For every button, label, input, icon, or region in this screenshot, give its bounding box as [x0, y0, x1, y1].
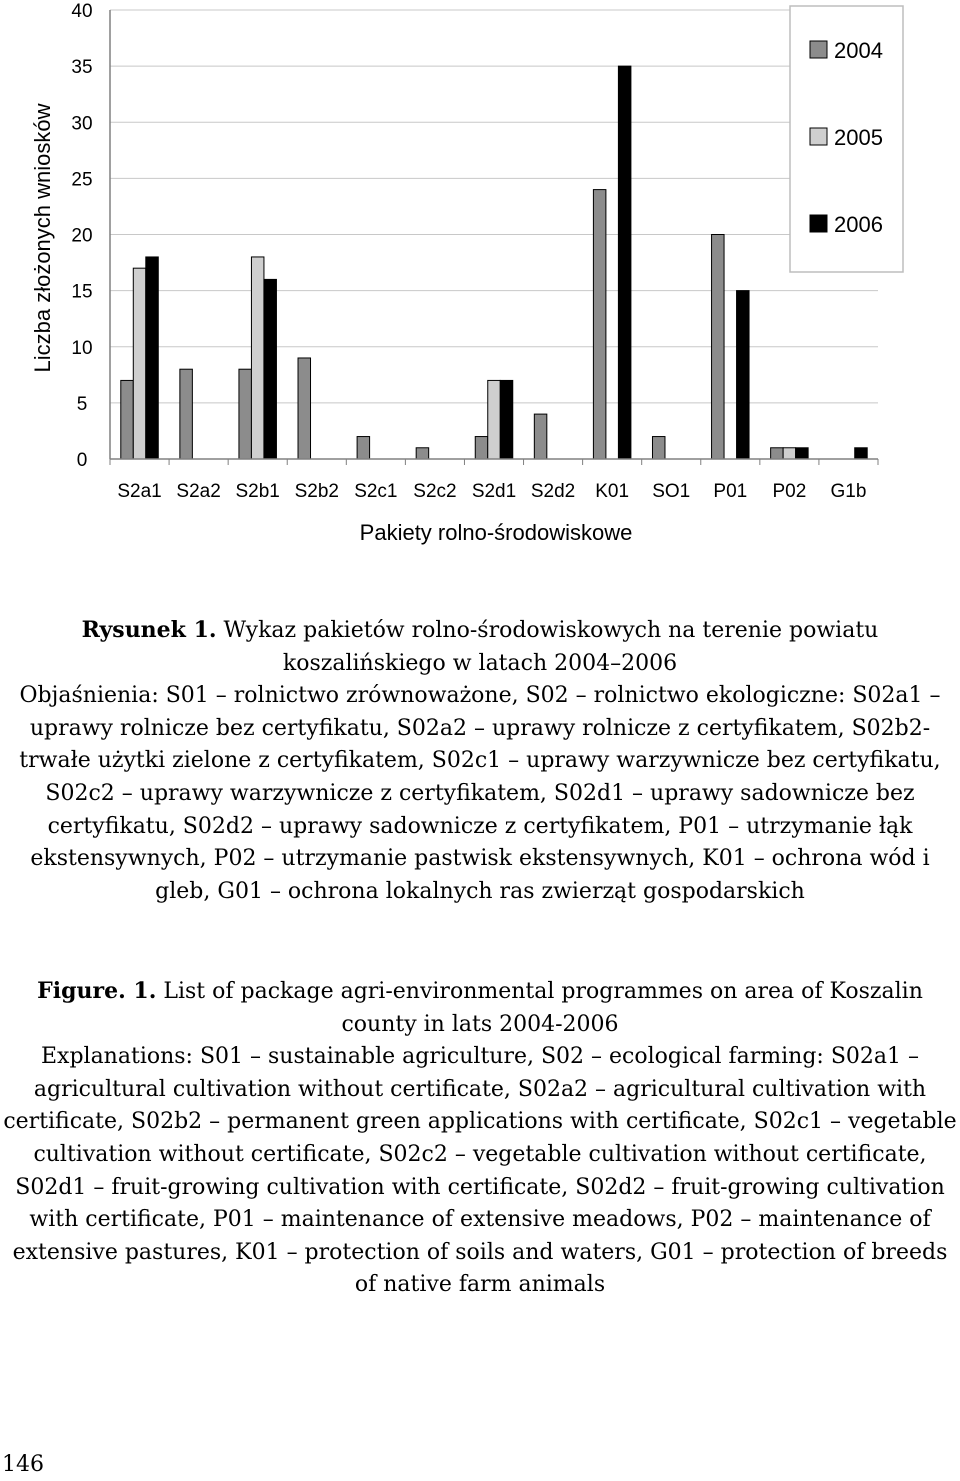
caption-en-title: List of package agri-environmental programmes on area of Koszalin county in lats 2004-2006	[163, 979, 923, 1037]
x-tick-S2a1: S2a1	[117, 481, 162, 502]
bar-S2c2-2004	[416, 448, 429, 459]
legend-label-2004: 2004	[834, 38, 883, 63]
x-tick-P01: P01	[713, 481, 748, 502]
caption-polish	[0, 614, 960, 908]
x-tick-labels	[117, 481, 866, 502]
bar-S2a1-2006	[146, 257, 159, 459]
bar-S2d2-2004	[534, 414, 547, 459]
bar-S2b1-2006	[264, 279, 277, 459]
bar-S2b1-2005	[251, 257, 264, 459]
x-tick-S2a2: S2a2	[176, 481, 221, 502]
legend-swatch-2005	[810, 128, 827, 145]
bar-K01-2006	[618, 66, 631, 459]
bar-S2a1-2005	[133, 268, 146, 459]
legend-swatch-2006	[810, 215, 827, 232]
bar-chart	[0, 0, 960, 580]
bar-P02-2006	[796, 448, 809, 459]
bar-P02-2005	[783, 448, 796, 459]
y-tick-10: 10	[71, 337, 93, 359]
bar-SO1-2004	[652, 437, 665, 459]
legend-swatch-2004	[810, 41, 827, 58]
bar-S2a2-2004	[180, 369, 193, 459]
legend-label-2005: 2005	[834, 125, 883, 150]
x-tick-S2d1: S2d1	[471, 481, 517, 502]
x-tick-K01: K01	[595, 481, 630, 502]
x-tick-SO1: SO1	[652, 481, 691, 502]
x-tick-G1b: G1b	[830, 481, 867, 502]
y-tick-40: 40	[71, 1, 93, 22]
y-tick-35: 35	[71, 57, 93, 79]
bar-P02-2004	[771, 448, 784, 459]
legend-label-2006: 2006	[834, 212, 883, 237]
x-tick-S2c2: S2c2	[413, 481, 457, 502]
y-tick-15: 15	[71, 281, 93, 303]
y-tick-5: 5	[76, 393, 88, 415]
bar-G1b-2006	[855, 448, 868, 459]
bar-S2d1-2006	[500, 380, 513, 459]
caption-pl-title: Wykaz pakietów rolno-środowiskowych na terenie powiatu koszalińskiego w latach 2004–2006	[223, 618, 879, 676]
caption-en-explanation: Explanations: S01 – sustainable agriculture, S02 – ecological farming: S02a1 – agricultural cultivation without certificate, S02a2 – agricultural cultivation with certificate, S02b2 – permanent green applications with certificate, S02c1 – vegetable cultivation without certificate, S02c2 – vegetable cultivation without certificate, S02d1 – fruit-growing cultivation with certificate, S02d2 – fruit-growing cultivation with certificate, P01 – maintenance of extensive meadows, P02 – maintenance of extensive pastures, K01 – protection of soils and waters, G01 – protection of breeds of native farm animals	[3, 1044, 957, 1298]
bar-S2d1-2005	[488, 380, 501, 459]
x-tick-P02: P02	[772, 481, 807, 502]
y-axis-label: Liczba złożonych wniosków	[30, 103, 55, 373]
bar-S2d1-2004	[475, 437, 488, 459]
x-tick-S2c1: S2c1	[354, 481, 398, 502]
caption-en-label: Figure. 1.	[37, 978, 157, 1004]
bar-P01-2006	[737, 291, 750, 459]
y-tick-20: 20	[71, 225, 93, 247]
x-tick-S2b1: S2b1	[235, 481, 280, 502]
page-number: 146	[2, 1452, 44, 1477]
chart-bars	[121, 66, 867, 459]
y-tick-25: 25	[71, 169, 93, 191]
chart-gridlines	[110, 10, 878, 403]
bar-K01-2004	[593, 190, 606, 459]
x-tick-S2d2: S2d2	[530, 481, 576, 502]
bar-S2b1-2004	[239, 369, 252, 459]
caption-pl-label: Rysunek 1.	[81, 617, 217, 643]
bar-S2c1-2004	[357, 437, 370, 459]
y-tick-30: 30	[71, 113, 93, 135]
x-tick-S2b2: S2b2	[294, 481, 339, 502]
bar-P01-2004	[712, 235, 725, 460]
caption-pl-explanation: Objaśnienia: S01 – rolnictwo zrównoważone, S02 – rolnictwo ekologiczne: S02a1 – uprawy rolnicze bez certyfikatu, S02a2 – uprawy rolnicze z certyfikatem, S02b2- trwałe użytki zielone z certyfikatem, S02c1 – uprawy warzywnicze bez certyfikatu, S02c2 – uprawy warzywnicze z certyfikatem, S02d1 – uprawy sadownicze bez certyfikatu, S02d2 – uprawy sadownicze z certyfikatem, P01 – utrzymanie łąk ekstensywnych, P02 – utrzymanie pastwisk ekstensywnych, K01 – ochrona wód i gleb, G01 – ochrona lokalnych ras zwierząt gospodarskich	[19, 683, 941, 904]
bar-S2a1-2004	[121, 380, 133, 459]
y-tick-labels	[71, 1, 92, 471]
y-tick-0: 0	[76, 450, 88, 471]
caption-english	[0, 975, 960, 1302]
bar-S2b2-2004	[298, 358, 311, 459]
x-axis-label: Pakiety rolno-środowiskowe	[359, 520, 633, 545]
chart-legend	[790, 6, 903, 272]
